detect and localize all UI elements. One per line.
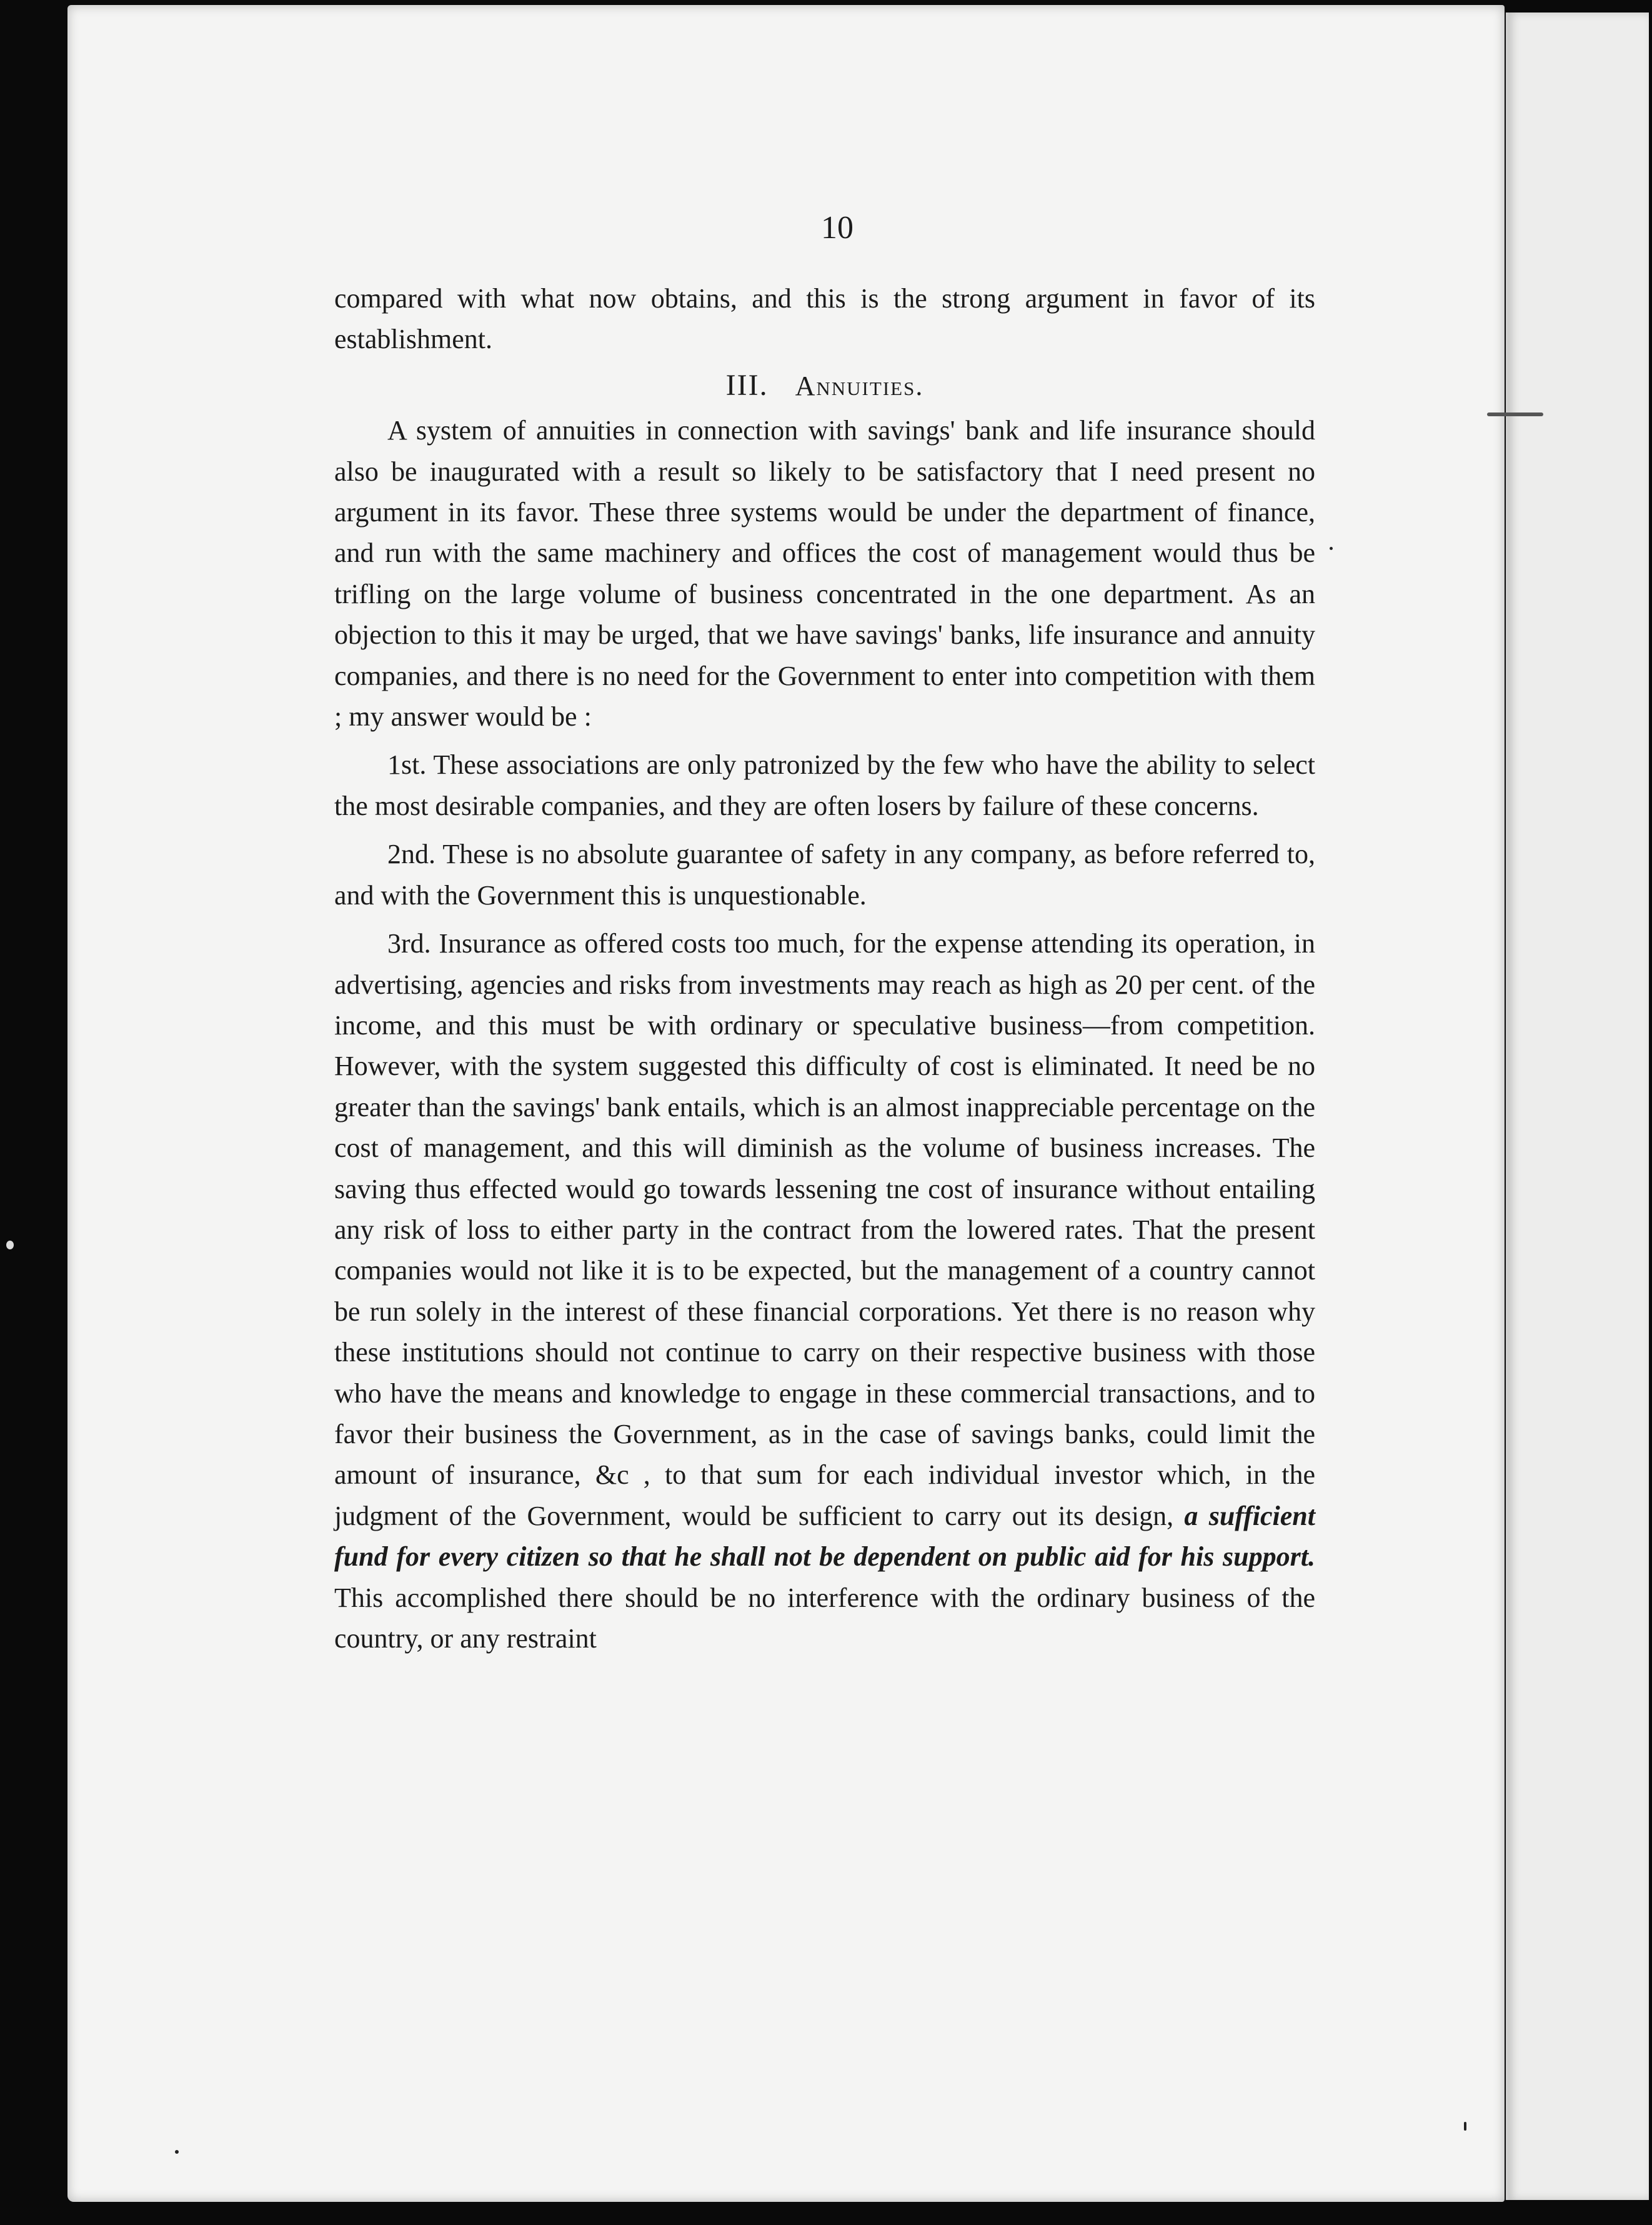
section-heading	[334, 365, 1315, 406]
section-title: Annuities.	[795, 370, 924, 401]
scan-speck	[1464, 2122, 1466, 2131]
scan-speck	[1330, 547, 1333, 550]
intro-paragraph: A system of annuities in connection with savings' bank and life insurance should also be inaugurated with a result so likely to be satisfactory that I need present no argument in its favor. These three systems would be under the department of finance, and run with the same machinery and offices the cost of management would thus be trifling on the large volume of business concentrated in the one department. As an objection to this it may be urged, that we have savings' banks, life insurance and annuity companies, and there is no need for the Government to enter into competition with them ; my answer would be :	[334, 415, 1315, 732]
adjacent-page-edge	[1506, 12, 1649, 2200]
section-numeral: III.	[725, 368, 769, 402]
continuation-paragraph: compared with what now obtains, and this is the strong argument in favor of its establishment.	[334, 283, 1315, 355]
point-paragraph-second	[334, 834, 1315, 916]
page-text	[334, 206, 1315, 1659]
point-text: These associations are only patronized by the few who have the ability to select the most desirable companies, and they are often losers by failure of these concerns.	[334, 749, 1315, 821]
point-paragraph-first	[334, 744, 1315, 826]
scan-speck	[6, 1241, 14, 1249]
emphasized-phrase: a sufficient fund for every citizen so that he shall not be dependent on public aid for his support.	[334, 1500, 1316, 1572]
point-label: 3rd.	[387, 928, 431, 959]
point-paragraph-third	[334, 923, 1315, 1659]
point-label: 1st.	[387, 749, 427, 781]
page-number: 10	[821, 210, 853, 246]
point-text: These is no absolute guarantee of safety in any company, as before referred to, and with the Government this is unquestionable.	[334, 839, 1315, 911]
point-text: Insurance as offered costs too much, for the expense attending its operation, in advertising, agencies and risks from investments may reach as high as 20 per cent. of the income, and this must be with ordinary or speculative business—from competition. However, with the system suggested this difficulty of cost is eliminated. It need be no greater than the savings' bank entails, which is an almost inappreciable percentage on the cost of management, and this will diminish as the volume of business increases. The saving thus effected would go towards lessening tne cost of insurance without entailing any risk of loss to either party in the contract from the lowered rates. That the present companies would not like it is to be expected, but the management of a country cannot be run solely in the interest of these financial corporations. Yet there is no reason why these institutions should not continue to carry on their respective business with those who have the means and knowledge to engage in these commercial transactions, and to favor their business the Government, as in the case of savings banks, could limit the amount of insurance, &c , to that sum for each individual investor which, in the judgment of the Government, would be sufficient to carry out its design,	[334, 928, 1316, 1531]
point-text-continued: This accomplished there should be no interference with the ordinary business of the country, or any restraint	[334, 1582, 1315, 1654]
point-label: 2nd.	[387, 839, 435, 870]
scan-speck	[1487, 412, 1543, 416]
scan-speck	[175, 2150, 179, 2154]
